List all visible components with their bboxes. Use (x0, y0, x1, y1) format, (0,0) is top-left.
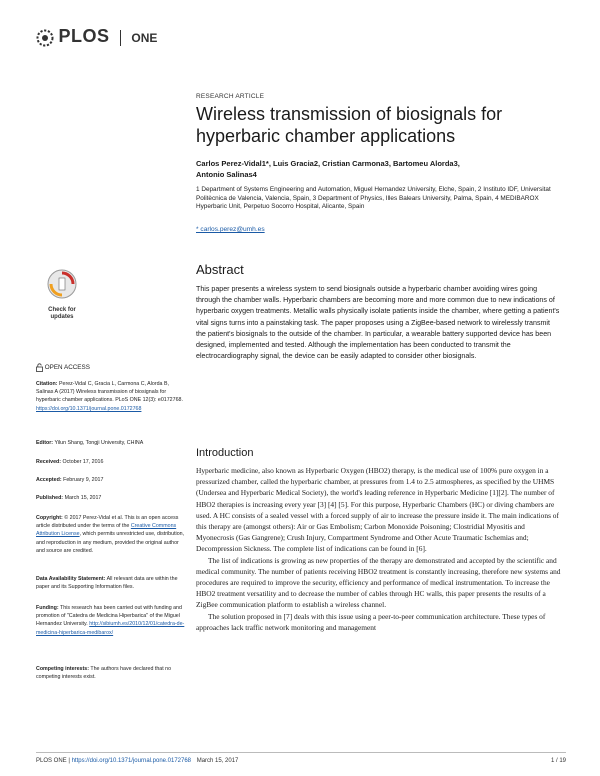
authors-line-2: Antonio Salinas4 (196, 170, 257, 179)
check-updates-icon (40, 268, 84, 302)
accepted-block (36, 476, 186, 484)
article-type: RESEARCH ARTICLE (196, 93, 265, 100)
open-access-text: OPEN ACCESS (44, 364, 90, 372)
license-link[interactable]: Creative Commons Attribution License (36, 523, 177, 538)
footer-doi-link[interactable]: https://doi.org/10.1371/journal.pone.0172768 (71, 758, 192, 764)
author-list (196, 158, 556, 180)
published-label: Published: (36, 495, 64, 501)
page-footer (36, 758, 566, 764)
footer-journal: PLOS ONE (36, 758, 67, 764)
article-title: Wireless transmission of biosignals for hyperbaric chamber applications (196, 104, 503, 146)
editor-label: Editor: (36, 440, 54, 446)
journal-logo (36, 26, 157, 47)
affiliations: 1 Department of Systems Engineering and Automation, Miguel Hernandez University, Elche, Spain, 2 Instituto IDF, Universitat Politècnica de Valencia, Valencia, Spain, 3 Department of Physics, Illes Balears University, Palma, Spain, 4 MEDIBAROX Hyperbaric Unit, Perpetuo Socorro Hospital, Alicante, Spain (196, 186, 551, 211)
editor-text: Yilun Shang, Tongji University, CHINA (54, 440, 144, 446)
funding-link[interactable]: http://sibiumh.es/2010/12/01/catedra-de-medicina-hiperbarica-medibarox/ (36, 621, 185, 636)
funding-label: Funding: (36, 605, 59, 611)
intro-paragraph-3: The solution proposed in [7] deals with this issue using a peer-to-peer communication architecture. These types of approaches lack traffic network monitoring and management (196, 611, 546, 632)
copyright-block (36, 514, 186, 555)
data-availability-text: All relevant data are within the paper and its Supporting Information files. (36, 576, 178, 591)
abstract-heading: Abstract (196, 262, 244, 277)
introduction-body (196, 465, 562, 633)
intro-paragraph-1: Hyperbaric medicine, also known as Hyperbaric Oxygen (HBO2) therapy, is the medical use of 100% pure oxygen in a pressurized chamber, called the hyperbaric chamber, at pressures from 1.4 to 2.5 atmospheres, as specified by the UHMS (Undersea and Hyperbaric Medical Society), the world's leading reference in Hyperbaric Medicine [1][2]. The number of HBO2 therapies is increasing every year [3] [4] [5]. For this purpose, Hyperbaric Chambers (HC) or diving chambers are used. A HC consists of a sealed vessel with a forced supply of air to increase the pressure inside it. The main indications of this therapy are (amongst others): Air or Gas Embolism; Carbon Monoxide Poisoning; Clostridial Myositis and Myonecrosis (Gas Gangrene); Crush Injury, Compartment Syndrome and Other Acute Traumatic Ischemias and; Decompression Sickness. The complete list of indications can be found in [6]. (196, 466, 559, 554)
data-availability-block (36, 575, 186, 591)
copyright-text: © 2017 Perez-Vidal et al. This is an open access article distributed under the terms of the (36, 515, 179, 530)
logo-divider (120, 30, 121, 46)
citation-label: Citation: (36, 381, 58, 387)
abstract-text: This paper presents a wireless system to send biosignals outside a hyperbaric chamber avoiding wires going through the chamber walls. Hyperbaric chambers are becoming more and more common due to new indications of hyperbaric oxygen treatments. Metallic walls physically isolate patients inside the chamber, where getting a patient's vital signs turns into a painstaking task. The paper proposes using a ZigBee-based network to wirelessly transmit the patient's biosignals to the outside of the chamber. In particular, a wearable battery supported device has been designed, implemented and tested. Although the implementation has been conducted to transmit the electrocardiography signal, the device can be easily adapted to consider other biosignals. (196, 285, 560, 361)
corresponding-email[interactable]: * carlos.perez@umh.es (196, 226, 265, 233)
accepted-label: Accepted: (36, 477, 62, 483)
citation-block (36, 380, 186, 413)
page-number: 1 / 19 (550, 758, 566, 764)
footer-date: March 15, 2017 (196, 758, 239, 764)
received-text: October 17, 2016 (62, 459, 104, 465)
funding-text: This research has been carried out with funding and promotion of "Catedra de Medicina Hiperbarica" of the Miguel Hernandez University. (36, 605, 182, 628)
published-text: March 15, 2017 (64, 495, 102, 501)
editor-block (36, 439, 186, 447)
authors-line-1: Carlos Perez-Vidal1*, Luis Gracia2, Cristian Carmona3, Bartomeu Alorda3, (196, 159, 460, 168)
footer-separator: | (66, 758, 72, 764)
competing-interests-block (36, 665, 186, 681)
copyright-text-2: , which permits unrestricted use, distribution, and reproduction in any medium, provided the original author and source are credited. (36, 531, 185, 554)
logo-text: PLOS (58, 26, 110, 46)
introduction-heading: Introduction (196, 447, 254, 459)
intro-paragraph-2: The list of indications is growing as new properties of the therapy are demonstrated and accepted by the scientific and medical community. The number of patients receiving HBO2 treatment is constantly increasing, therefore new systems and procedures are required to improve the security, efficiency and performance of medical instrumentation. To increase the HBO2 treatment versatility and to decrease the number of cables through HC walls, this paper presents the results of a ZigBee communication platform to establish a wireless channel. (196, 555, 561, 610)
citation-text: Perez-Vidal C, Gracia L, Carmona C, Alorda B, Salinas A (2017) Wireless transmission of biosignals for hyperbaric chamber applications. PLoS ONE 12(3): e0172768. (36, 381, 183, 404)
open-access-label (36, 363, 90, 372)
open-access-icon (36, 363, 43, 372)
published-block (36, 494, 186, 502)
accepted-text: February 9, 2017 (63, 477, 104, 483)
copyright-label: Copyright: (36, 515, 63, 521)
plos-mark-icon (36, 29, 54, 47)
check-for-updates-badge[interactable] (40, 268, 84, 320)
data-availability-label: Data Availability Statement: (36, 576, 106, 582)
competing-interests-text: The authors have declared that no competing interests exist. (36, 666, 172, 681)
competing-interests-label: Competing interests: (36, 666, 89, 672)
citation-doi-link[interactable]: https://doi.org/10.1371/journal.pone.0172768 (36, 405, 142, 412)
check-updates-label: Check for updates (48, 307, 76, 320)
received-block (36, 458, 186, 466)
received-label: Received: (36, 459, 62, 465)
funding-block (36, 604, 186, 637)
footer-divider (36, 752, 566, 753)
journal-name: ONE (131, 30, 158, 45)
